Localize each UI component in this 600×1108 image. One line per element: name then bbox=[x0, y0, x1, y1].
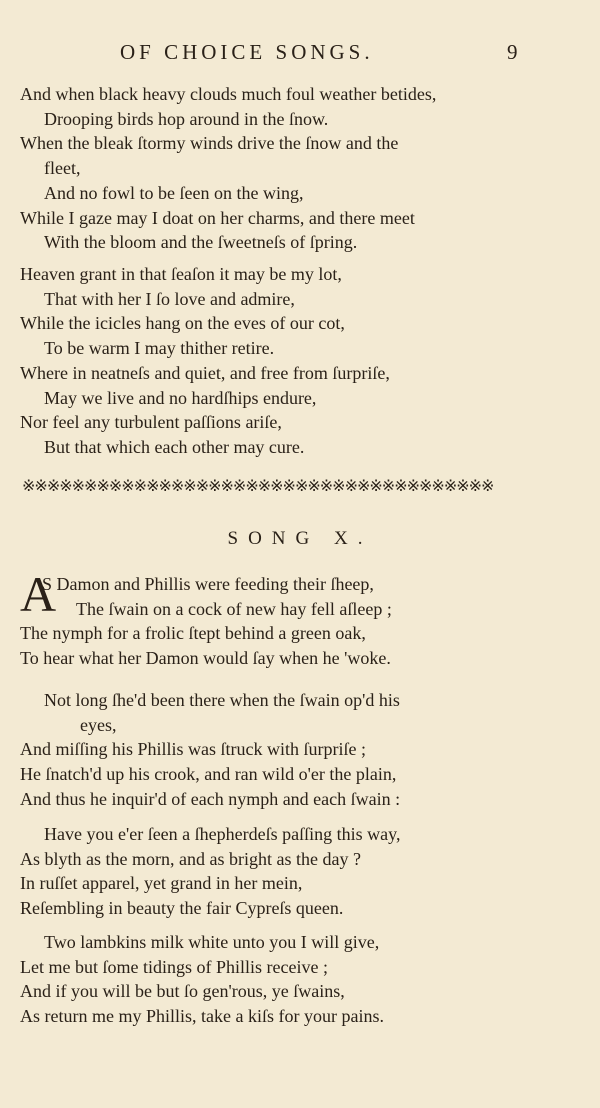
verse-line: While I gaze may I doat on her charms, and there meet bbox=[20, 207, 415, 228]
song-title: SONG X. bbox=[227, 528, 373, 549]
verse-line: To be warm I may thither retire. bbox=[44, 338, 275, 359]
song-stanza-2 bbox=[20, 688, 540, 812]
drop-capital: A bbox=[20, 566, 57, 622]
verse-line: With the bloom and the ſweetneſs of ſpring. bbox=[44, 232, 358, 253]
verse-line: Heaven grant in that ſeaſon it may be my lot, bbox=[20, 264, 342, 284]
verse-line: Not long ſhe'd been there when the ſwain op'd his bbox=[44, 690, 400, 710]
verse-line: And no fowl to be ſeen on the wing, bbox=[44, 182, 304, 203]
verse-line: May we live and no hardſhips endure, bbox=[44, 387, 317, 408]
song-stanza-3 bbox=[20, 822, 540, 921]
verse-line: He ſnatch'd up his crook, and ran wild o'er the plain, bbox=[20, 764, 397, 785]
verse-line: fleet, bbox=[44, 158, 81, 179]
ornamental-divider: ※※※※※※※※※※※※※※※※※※※※※※※※※※※※※※※※※※※※※※ bbox=[22, 476, 494, 495]
verse-line: When the bleak ſtormy winds drive the ſnow and the bbox=[20, 133, 399, 154]
verse-line: And miſſing his Phillis was ſtruck with ſurpriſe ; bbox=[20, 739, 366, 760]
running-title: OF CHOICE SONGS. bbox=[120, 40, 374, 64]
verse-line: In ruſſet apparel, yet grand in her mein, bbox=[20, 873, 303, 894]
verse-line: And if you will be but ſo gen'rous, ye ſwains, bbox=[20, 981, 345, 1002]
verse-line: The nymph for a frolic ſtept behind a green oak, bbox=[20, 623, 366, 644]
song-stanza-1 bbox=[20, 566, 540, 671]
verse-line: eyes, bbox=[80, 714, 117, 735]
verse-line: But that which each other may cure. bbox=[44, 436, 305, 457]
verse-line: While the icicles hang on the eves of our cot, bbox=[20, 313, 345, 334]
poem-stanza-1 bbox=[20, 82, 540, 255]
verse-line: Nor feel any turbulent paſſions ariſe, bbox=[20, 412, 282, 433]
verse-line: Reſembling in beauty the fair Cypreſs queen. bbox=[20, 898, 344, 919]
verse-line: Have you e'er ſeen a ſhepherdeſs paſſing this way, bbox=[44, 824, 401, 844]
verse-line: To hear what her Damon would ſay when he 'woke. bbox=[20, 648, 391, 669]
page-number: 9 bbox=[507, 40, 518, 64]
running-header bbox=[0, 40, 600, 70]
verse-line: Let me but ſome tidings of Phillis receive ; bbox=[20, 956, 328, 977]
song-stanza-4 bbox=[20, 930, 540, 1029]
verse-line: As blyth as the morn, and as bright as the day ? bbox=[20, 848, 361, 869]
poem-stanza-2 bbox=[20, 262, 540, 460]
verse-line: That with her I ſo love and admire, bbox=[44, 288, 295, 309]
verse-line: Two lambkins milk white unto you I will give, bbox=[44, 932, 380, 952]
verse-line: Where in neatneſs and quiet, and free from ſurpriſe, bbox=[20, 362, 390, 383]
verse-line: Drooping birds hop around in the ſnow. bbox=[44, 108, 329, 129]
verse-line: As return me my Phillis, take a kiſs for your pains. bbox=[20, 1006, 384, 1027]
verse-line: And when black heavy clouds much foul weather betides, bbox=[20, 84, 437, 104]
verse-line: The ſwain on a cock of new hay fell aſleep ; bbox=[76, 598, 392, 619]
verse-line: S Damon and Phillis were feeding their ſheep, bbox=[42, 574, 374, 594]
verse-line: And thus he inquir'd of each nymph and each ſwain : bbox=[20, 788, 401, 809]
